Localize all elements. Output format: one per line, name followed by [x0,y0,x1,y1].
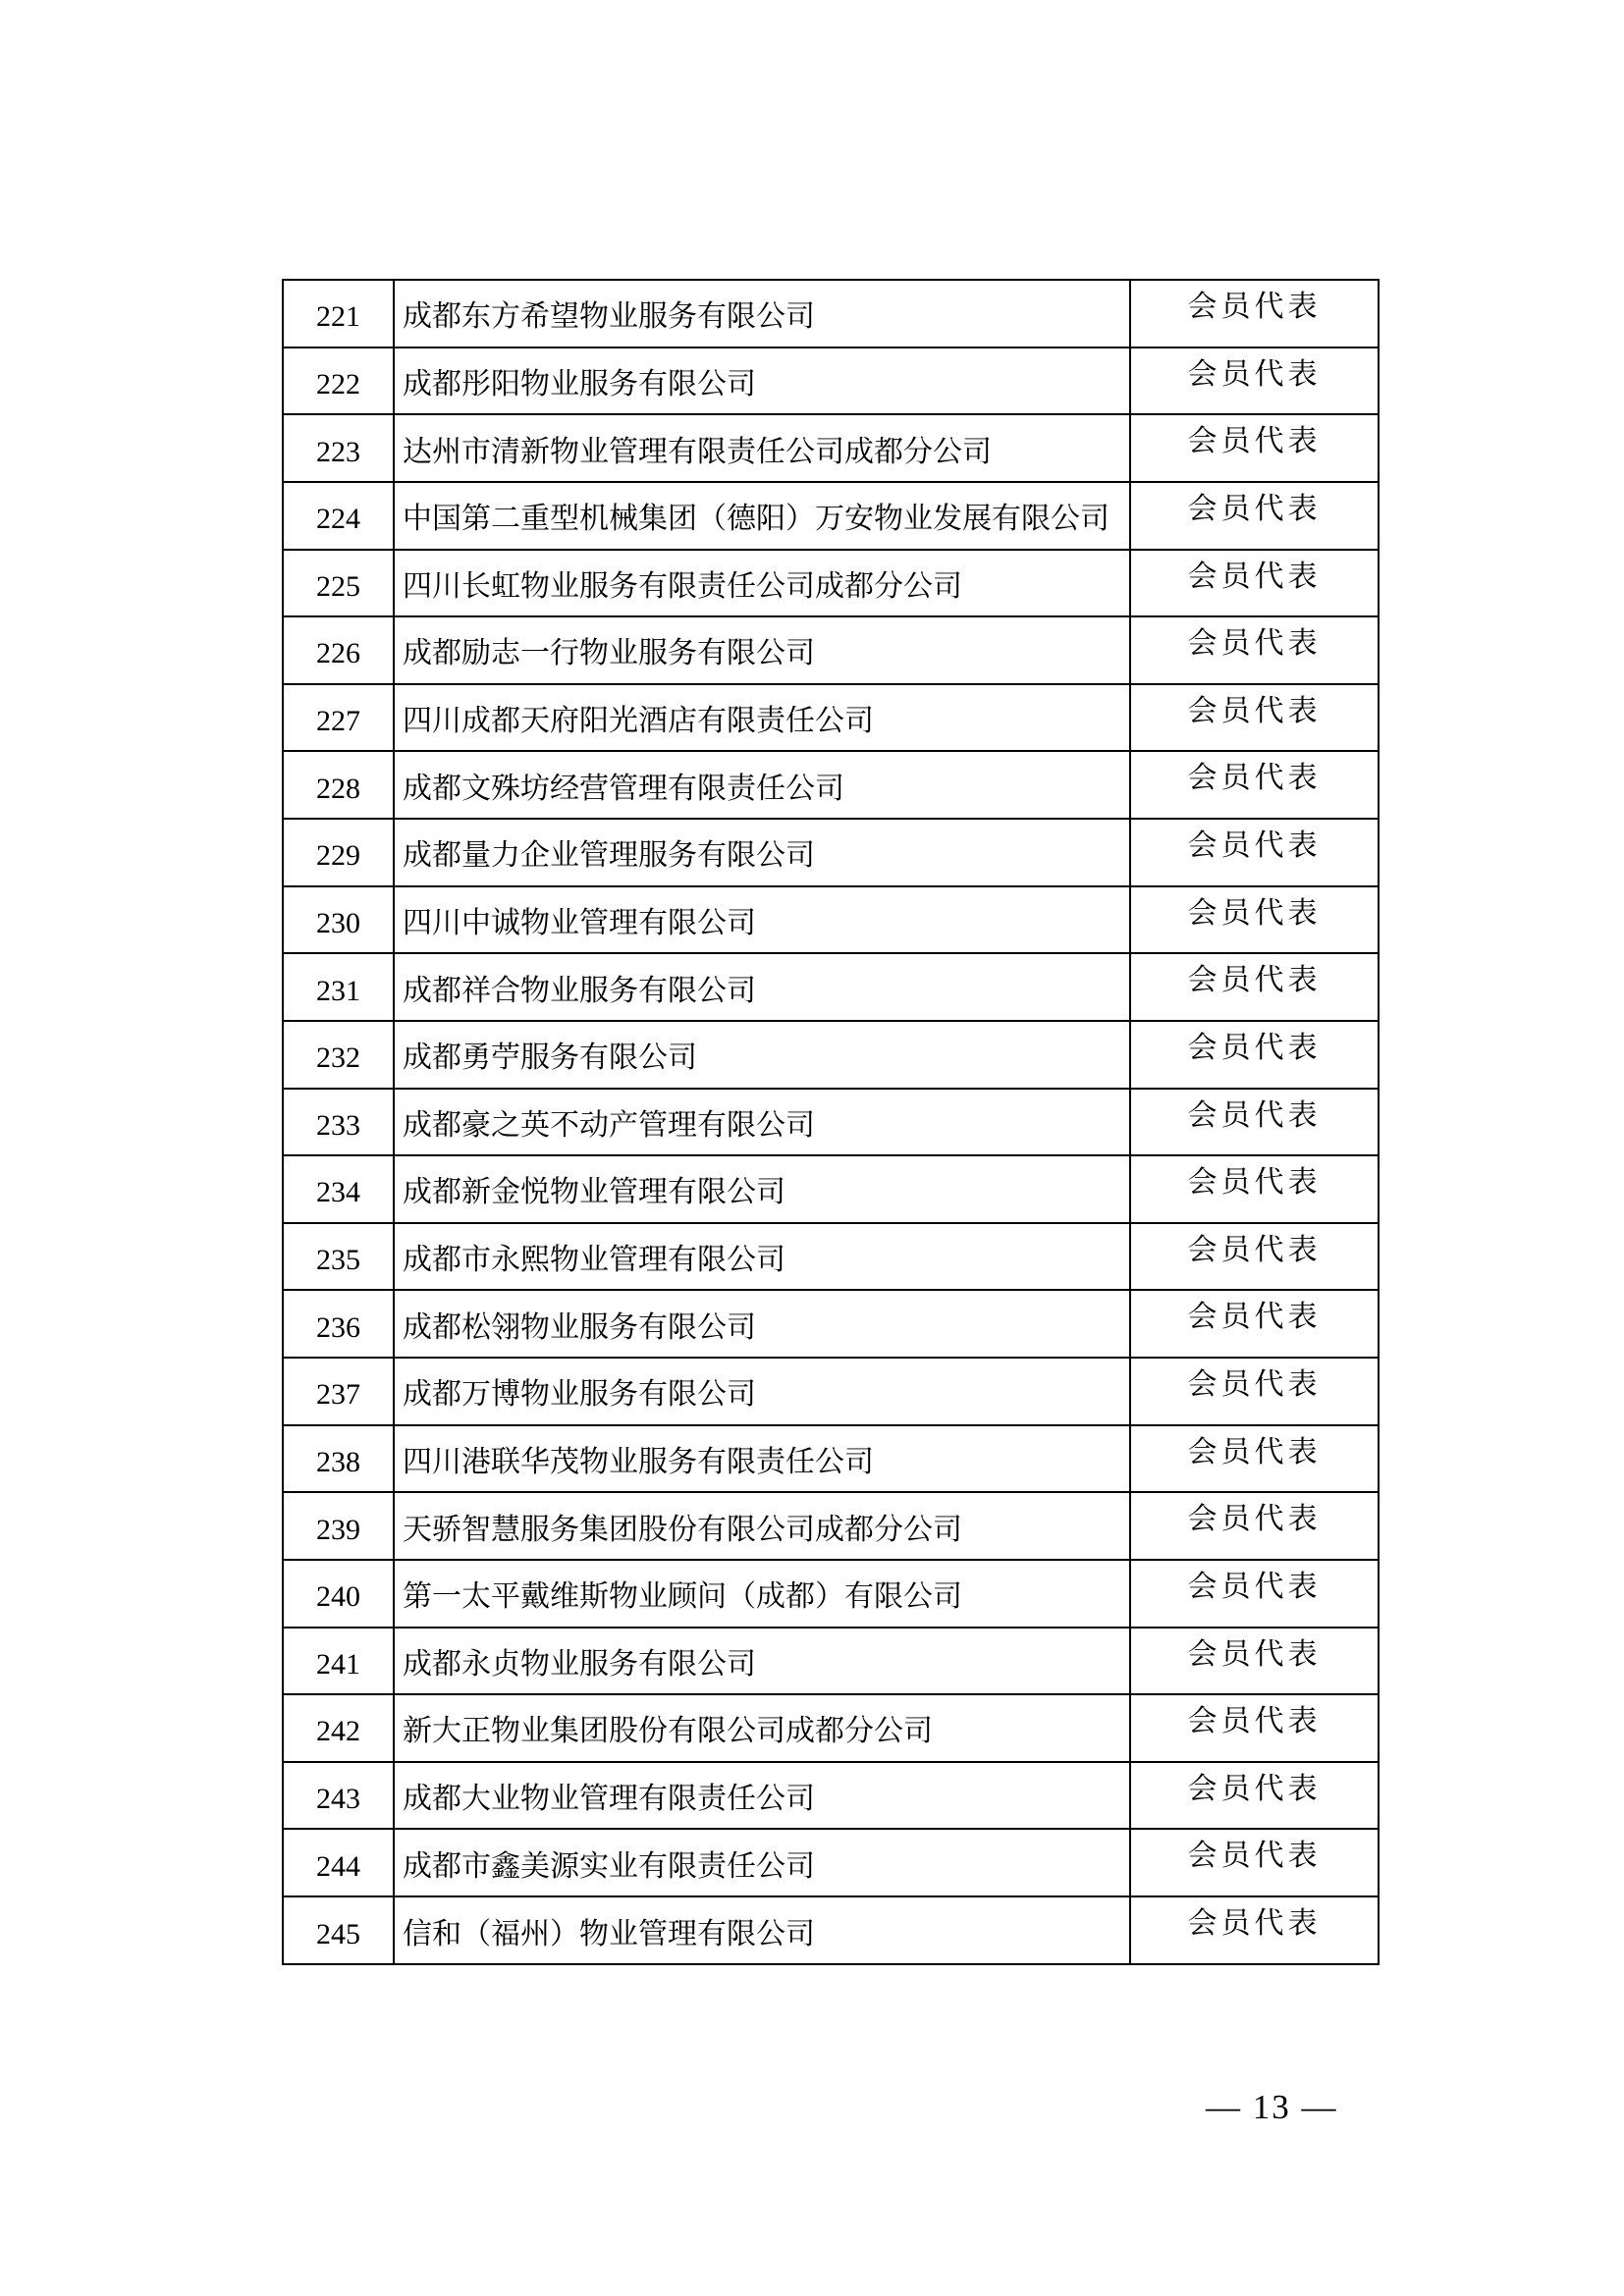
representative-type-cell: 会员代表 [1130,1560,1379,1628]
table-row [283,1021,1379,1089]
company-name-cell: 中国第二重型机械集团（德阳）万安物业发展有限公司 [394,482,1130,550]
table-row [283,280,1379,347]
row-number-cell: 237 [283,1358,394,1425]
company-name-cell: 成都东方希望物业服务有限公司 [394,280,1130,347]
company-name-cell: 成都新金悦物业管理有限公司 [394,1155,1130,1223]
representative-type-cell: 会员代表 [1130,1223,1379,1291]
company-name-cell: 四川中诚物业管理有限公司 [394,886,1130,954]
representative-type-cell: 会员代表 [1130,550,1379,617]
representative-type-cell: 会员代表 [1130,953,1379,1021]
company-name-cell: 成都松翎物业服务有限公司 [394,1290,1130,1358]
table-row [283,1762,1379,1830]
row-number-cell: 238 [283,1425,394,1493]
company-name-cell: 成都万博物业服务有限公司 [394,1358,1130,1425]
company-name-cell: 成都大业物业管理有限责任公司 [394,1762,1130,1830]
row-number-cell: 245 [283,1896,394,1964]
representative-type-cell: 会员代表 [1130,616,1379,684]
row-number-cell: 228 [283,751,394,819]
representative-type-cell: 会员代表 [1130,1358,1379,1425]
table-row [283,482,1379,550]
representative-type-cell: 会员代表 [1130,886,1379,954]
table-row [283,953,1379,1021]
company-name-cell: 成都彤阳物业服务有限公司 [394,347,1130,415]
company-name-cell: 四川成都天府阳光酒店有限责任公司 [394,684,1130,752]
table-row [283,819,1379,886]
row-number-cell: 240 [283,1560,394,1628]
representative-type-cell: 会员代表 [1130,1829,1379,1896]
table-row [283,1425,1379,1493]
company-name-cell: 成都市永熙物业管理有限公司 [394,1223,1130,1291]
company-name-cell: 第一太平戴维斯物业顾问（成都）有限公司 [394,1560,1130,1628]
company-name-cell: 新大正物业集团股份有限公司成都分公司 [394,1694,1130,1762]
row-number-cell: 232 [283,1021,394,1089]
table-row [283,1155,1379,1223]
table-row [283,550,1379,617]
row-number-cell: 239 [283,1492,394,1560]
row-number-cell: 243 [283,1762,394,1830]
company-name-cell: 天骄智慧服务集团股份有限公司成都分公司 [394,1492,1130,1560]
table-row [283,1628,1379,1695]
representative-type-cell: 会员代表 [1130,1155,1379,1223]
table-row [283,1829,1379,1896]
representative-type-cell: 会员代表 [1130,1021,1379,1089]
row-number-cell: 224 [283,482,394,550]
page-number: — 13 — [1206,2088,1338,2126]
row-number-cell: 229 [283,819,394,886]
row-number-cell: 234 [283,1155,394,1223]
table-row [283,616,1379,684]
representative-type-cell: 会员代表 [1130,347,1379,415]
row-number-cell: 227 [283,684,394,752]
representative-type-cell: 会员代表 [1130,482,1379,550]
row-number-cell: 222 [283,347,394,415]
table-row [283,1089,1379,1156]
table-row [283,1223,1379,1291]
representative-type-cell: 会员代表 [1130,1762,1379,1830]
row-number-cell: 226 [283,616,394,684]
representative-type-cell: 会员代表 [1130,684,1379,752]
representative-type-cell: 会员代表 [1130,1694,1379,1762]
row-number-cell: 223 [283,414,394,482]
company-name-cell: 四川港联华茂物业服务有限责任公司 [394,1425,1130,1493]
row-number-cell: 236 [283,1290,394,1358]
table-row [283,347,1379,415]
company-name-cell: 成都励志一行物业服务有限公司 [394,616,1130,684]
representative-type-cell: 会员代表 [1130,1290,1379,1358]
table-row [283,751,1379,819]
row-number-cell: 233 [283,1089,394,1156]
table-row [283,414,1379,482]
representative-type-cell: 会员代表 [1130,1425,1379,1493]
table-body [283,280,1379,1964]
table-row [283,1560,1379,1628]
row-number-cell: 221 [283,280,394,347]
company-name-cell: 四川长虹物业服务有限责任公司成都分公司 [394,550,1130,617]
table-row [283,1694,1379,1762]
row-number-cell: 231 [283,953,394,1021]
representative-type-cell: 会员代表 [1130,280,1379,347]
row-number-cell: 241 [283,1628,394,1695]
company-name-cell: 成都文殊坊经营管理有限责任公司 [394,751,1130,819]
row-number-cell: 244 [283,1829,394,1896]
member-representative-table [282,279,1380,1965]
row-number-cell: 242 [283,1694,394,1762]
company-name-cell: 成都祥合物业服务有限公司 [394,953,1130,1021]
representative-type-cell: 会员代表 [1130,1628,1379,1695]
table-row [283,1896,1379,1964]
row-number-cell: 225 [283,550,394,617]
row-number-cell: 230 [283,886,394,954]
row-number-cell: 235 [283,1223,394,1291]
company-name-cell: 信和（福州）物业管理有限公司 [394,1896,1130,1964]
representative-type-cell: 会员代表 [1130,819,1379,886]
company-name-cell: 成都勇苧服务有限公司 [394,1021,1130,1089]
company-name-cell: 成都市鑫美源实业有限责任公司 [394,1829,1130,1896]
table-row [283,684,1379,752]
company-name-cell: 成都永贞物业服务有限公司 [394,1628,1130,1695]
table-row [283,1358,1379,1425]
representative-type-cell: 会员代表 [1130,1089,1379,1156]
company-name-cell: 成都量力企业管理服务有限公司 [394,819,1130,886]
representative-type-cell: 会员代表 [1130,1492,1379,1560]
company-name-cell: 成都豪之英不动产管理有限公司 [394,1089,1130,1156]
table-row [283,1492,1379,1560]
representative-type-cell: 会员代表 [1130,1896,1379,1964]
table-row [283,1290,1379,1358]
representative-type-cell: 会员代表 [1130,414,1379,482]
table-row [283,886,1379,954]
company-name-cell: 达州市清新物业管理有限责任公司成都分公司 [394,414,1130,482]
representative-type-cell: 会员代表 [1130,751,1379,819]
